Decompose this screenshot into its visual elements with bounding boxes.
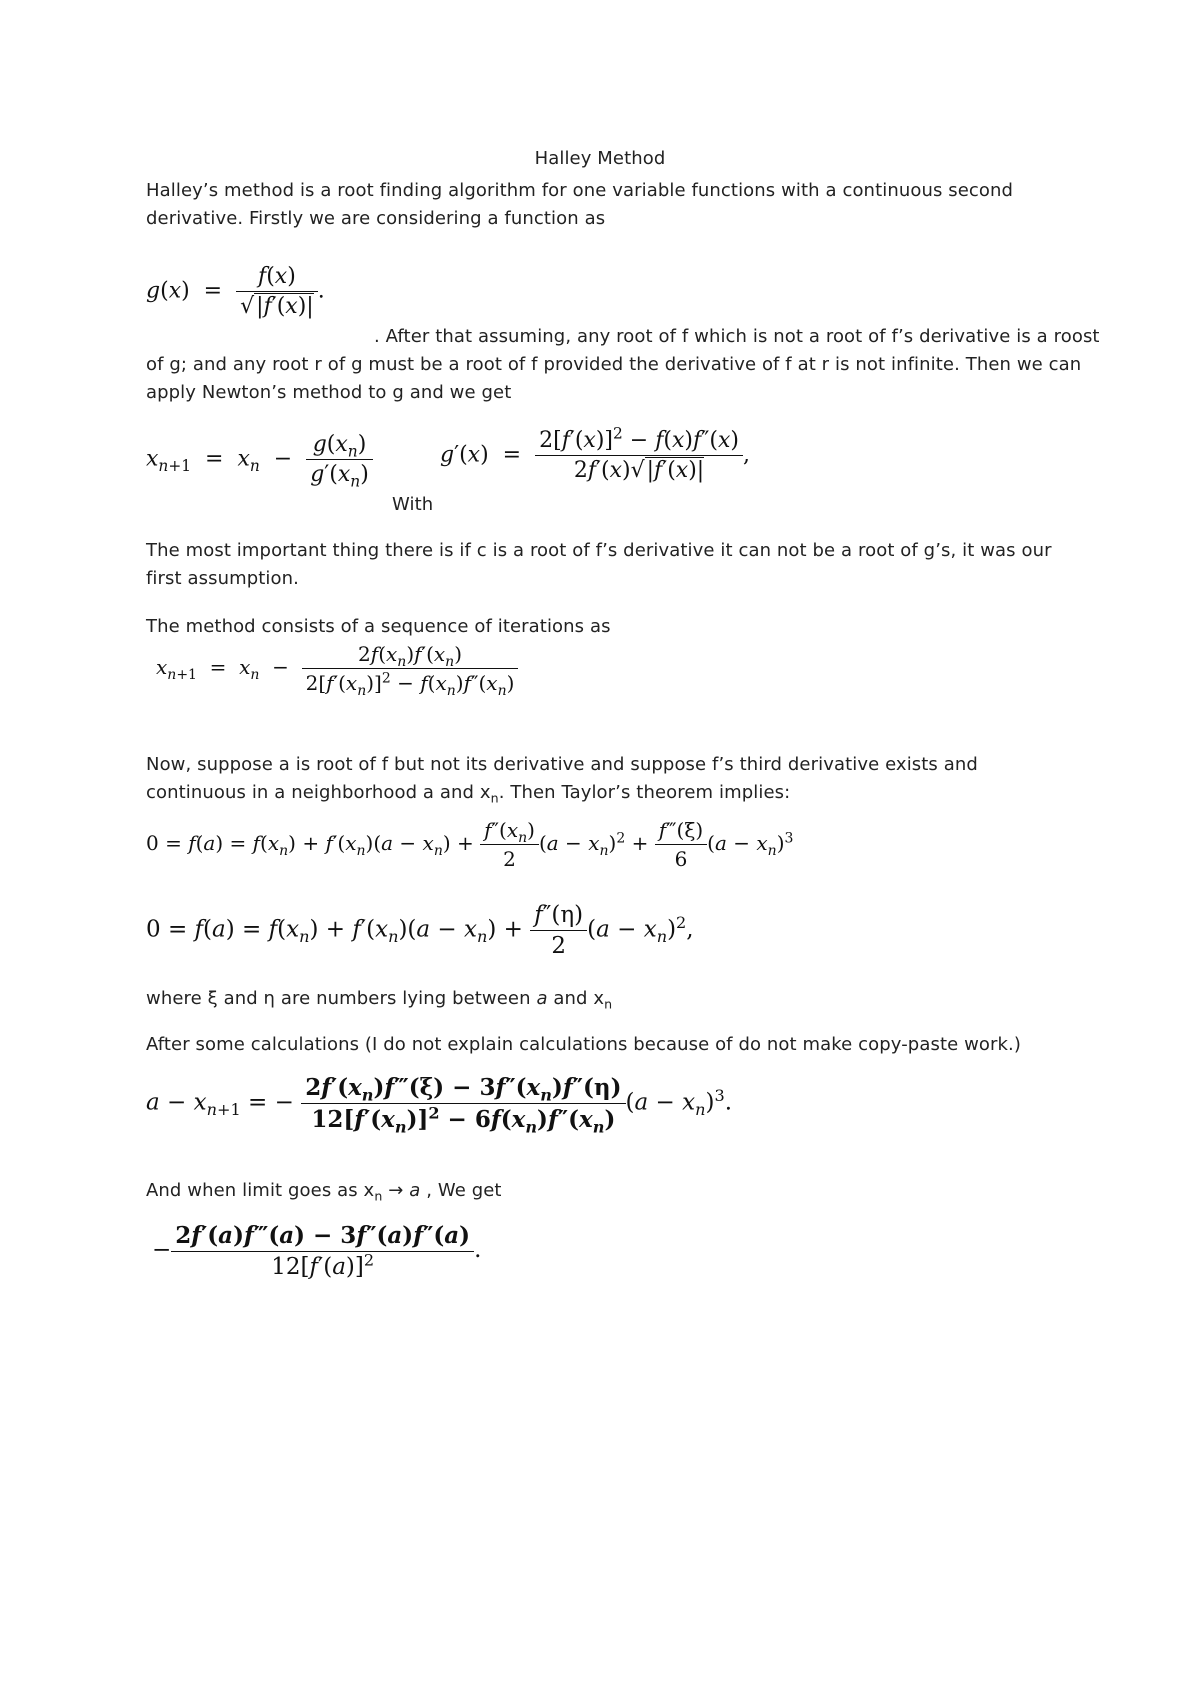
equation-taylor-third: $0 = f(a) = f(x_n) + f'(x_n)(a - x_n)$ + $\frac{f''(x_n)}{2}$ $(a - x_n)^2$ + $\frac{f‴(\xi)}{6}$ $(a - x_n)^3$ <box>146 818 794 871</box>
paragraph-suppose-line2: continuous in a neighborhood a and $x_n$. Then Taylor’s theorem implies: <box>146 782 791 806</box>
equation-limit-constant: − $\frac{2f'(a)f‴(a) - 3f''(a)f''(a)}{12[f'(a)]^2}$ . <box>152 1222 482 1280</box>
equation-g-prime: g′(x) = $\frac{2[f'(x)]^2 - f(x)f''(x)}{2f'(x)√|f'(x)|}$ , <box>440 424 750 483</box>
paragraph-intro-line2: derivative. Firstly we are considering a function as <box>146 208 606 229</box>
equation-error-relation: $a - x_{n+1}$ = − $\frac{2f'(x_n)f‴(\xi) - 3f''(x_n)f''(\eta)}{12[f'(x_n)]^2 - 6f(x_n)f''(x_n)}$ $(a - x_n)^3$. <box>146 1074 733 1137</box>
equation-newton-on-g: $x_{n+1} = x_n$ − $\frac{g(x_n)}{g'(x_n)}$ <box>146 432 373 487</box>
page-title: Halley Method <box>534 148 666 169</box>
paragraph-important-line2: first assumption. <box>146 568 299 589</box>
equation-g-definition: g(x) = $\frac{f(x)}{√|f'(x)|}$ . <box>146 264 325 319</box>
paragraph-suppose-line1: Now, suppose a is root of f but not its derivative and suppose f’s third derivative exists and <box>146 754 978 775</box>
equation-taylor-second: $0 = f(a) = f(x_n) + f'(x_n)(a - x_n)$ + $\frac{f''(\eta)}{2}$ $(a - x_n)^2$, <box>146 902 694 959</box>
paragraph-assumption-line3: apply Newton’s method to g and we get <box>146 382 512 403</box>
paragraph-limit: And when limit goes as $x_n \to a$ , We get <box>146 1180 502 1204</box>
paragraph-calculations: After some calculations (I do not explain calculations because of do not make copy-paste work.) <box>146 1034 1022 1055</box>
with-label: With <box>392 494 434 515</box>
paragraph-intro-line1: Halley’s method is a root finding algorithm for one variable functions with a continuous second <box>146 180 1014 201</box>
paragraph-important-line1: The most important thing there is if c is a root of f’s derivative it can not be a root of g’s, it was our <box>146 540 1052 561</box>
equation-halley-iteration: $x_{n+1} = x_n$ − $\frac{2f(x_n)f'(x_n)}{2[f'(x_n)]^2 - f(x_n)f''(x_n)}$ <box>156 642 518 695</box>
paragraph-iterations: The method consists of a sequence of iterations as <box>146 616 611 637</box>
paragraph-where: where ξ and η are numbers lying between a and $x_n$ <box>146 988 613 1012</box>
paragraph-assumption-line2: of g; and any root r of g must be a root of f provided the derivative of f at r is not infinite. Then we can <box>146 354 1082 375</box>
paragraph-assumption-line1: . After that assuming, any root of f which is not a root of f’s derivative is a roost <box>374 326 1100 347</box>
